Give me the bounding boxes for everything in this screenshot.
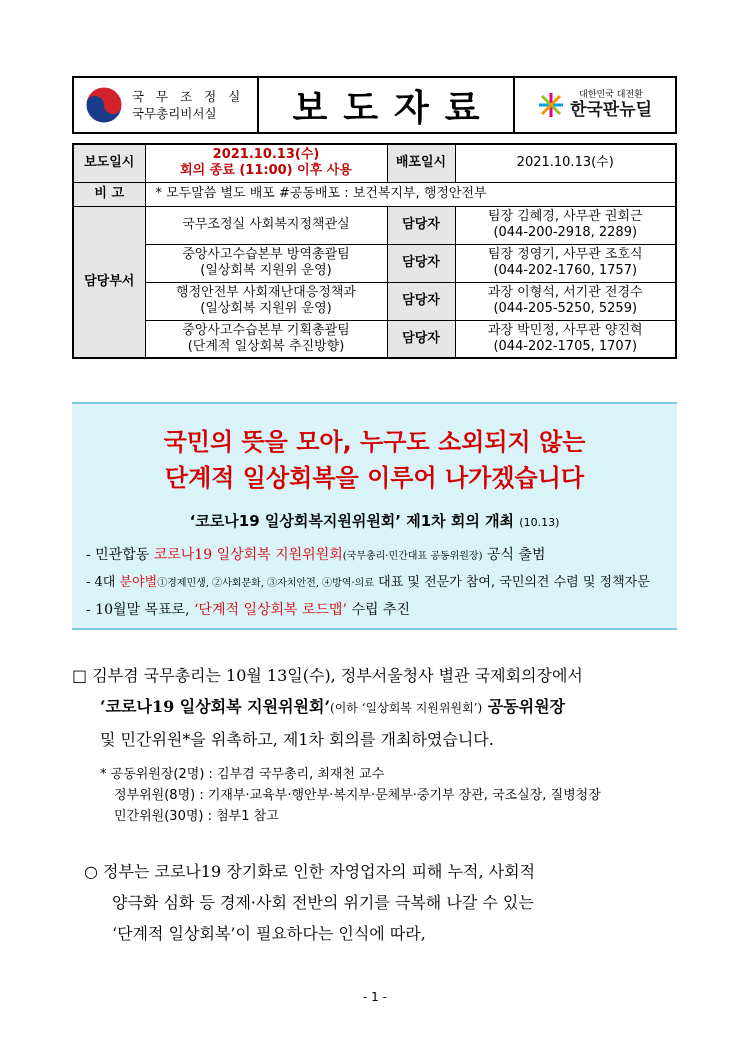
contact-person: 팀장 김혜경, 사무관 권회근 (044-200-2918, 2289) [455, 206, 676, 244]
distribution-value: 2021.10.13(수) [455, 144, 676, 182]
contact-row [73, 282, 676, 320]
contact-person: 과장 이형석, 서기관 전경수 (044-205-5250, 5259) [455, 282, 676, 320]
body-paragraph-2 [84, 856, 684, 949]
contact-person: 과장 박민정, 사무관 양진혁 (044-202-1705, 1707) [455, 320, 676, 358]
headline-title-2: 단계적 일상회복을 이루어 나가겠습니다 [164, 464, 585, 492]
contact-row [73, 320, 676, 358]
contact-dept: 행정안전부 사회재난대응정책과 (일상회복 지원위 운영) [145, 282, 387, 320]
report-date-label: 보도일시 [73, 144, 145, 182]
footnote-line-3: 민간위원(30명) : 첨부1 참고 [114, 809, 279, 824]
headline-title-1: 국민의 뜻을 모아, 누구도 소외되지 않는 [163, 428, 586, 456]
contact-label: 담당자 [387, 206, 455, 244]
p2-line-2: 양극화 심화 등 경제·사회 전반의 위기를 극복해 나갈 수 있는 [112, 893, 534, 912]
contact-dept: 중앙사고수습본부 방역총괄팀 (일상회복 지원위 운영) [145, 244, 387, 282]
logo-subtitle: 대한민국 대전환 [579, 90, 643, 100]
p1-line-2: ‘코로나19 일상회복 지원위원회’(이하 ‘일상회복 지원위원회’) 공동위원장 [100, 697, 566, 716]
org-name-1: 국 무 조 정 실 [132, 89, 245, 104]
press-header [72, 76, 677, 134]
distribution-label: 배포일시 [387, 144, 455, 182]
p1-line-1: □ 김부겸 국무총리는 10월 13일(수), 정부서울청사 별관 국제회의장에서 [72, 666, 583, 685]
contact-row [73, 244, 676, 282]
headline-bullets [86, 542, 650, 623]
contact-label: 담당자 [387, 244, 455, 282]
note-label: 비 고 [73, 182, 145, 206]
note-row [73, 182, 676, 206]
dept-label: 담당부서 [73, 206, 145, 358]
contact-person: 팀장 정영기, 사무관 조호식 (044-202-1760, 1757) [455, 244, 676, 282]
body-paragraph-1 [72, 660, 692, 755]
headline-box [72, 402, 677, 630]
report-date-value: 2021.10.13(수) 회의 종료 (11:00) 이후 사용 [145, 144, 387, 182]
taegeuk-emblem-icon [84, 85, 124, 125]
p2-line-3: ‘단계적 일상회복’이 필요하다는 인식에 따라, [112, 924, 426, 943]
committee-footnote [100, 764, 601, 827]
org-name-2: 국무총리비서실 [132, 106, 217, 121]
new-deal-star-icon [538, 92, 564, 118]
headline-bullet-2: - 4대 분야별①경제민생, ②사회문화, ③자치안전, ④방역·의료 대표 및 전문가 참여, 국민의견 수렴 및 정책자문 [86, 575, 650, 590]
p1-line-3: 및 민간위원*을 위촉하고, 제1차 회의를 개최하였습니다. [100, 730, 494, 749]
contact-label: 담당자 [387, 282, 455, 320]
press-release-title: 보도자료 [292, 87, 496, 129]
logo-title: 한국판뉴딜 [569, 100, 653, 120]
contact-dept: 국무조정실 사회복지정책관실 [145, 206, 387, 244]
report-date-row [73, 144, 676, 182]
release-info-table [72, 143, 677, 359]
org-block [74, 78, 259, 132]
headline-bullet-1: - 민관합동 코로나19 일상회복 지원위원회(국무총리·민간대표 공동위원장) 공식 출범 [86, 547, 546, 563]
title-block [259, 78, 515, 132]
note-value: * 모두말씀 별도 배포 #공동배포 : 보건복지부, 행정안전부 [145, 182, 676, 206]
headline-bullet-3: - 10월말 목표로, ‘단계적 일상회복 로드맵’ 수립 추진 [86, 602, 411, 618]
footnote-line-1: * 공동위원장(2명) : 김부겸 국무총리, 최재천 교수 [100, 767, 385, 782]
headline-subtitle: ‘코로나19 일상회복지원위원회’ 제1차 회의 개최 (10.13) [189, 512, 560, 530]
contact-dept: 중앙사고수습본부 기획총괄팀 (단계적 일상회복 추진방향) [145, 320, 387, 358]
p2-line-1: ○ 정부는 코로나19 장기화로 인한 자영업자의 피해 누적, 사회적 [84, 862, 536, 881]
contact-row [73, 206, 676, 244]
contact-label: 담당자 [387, 320, 455, 358]
footnote-line-2: 정부위원(8명) : 기재부·교육부·행안부·복지부·문체부·중기부 장관, 국조실장, 질병청장 [114, 788, 601, 803]
new-deal-logo [515, 78, 675, 132]
page-number: - 1 - [363, 990, 387, 1004]
